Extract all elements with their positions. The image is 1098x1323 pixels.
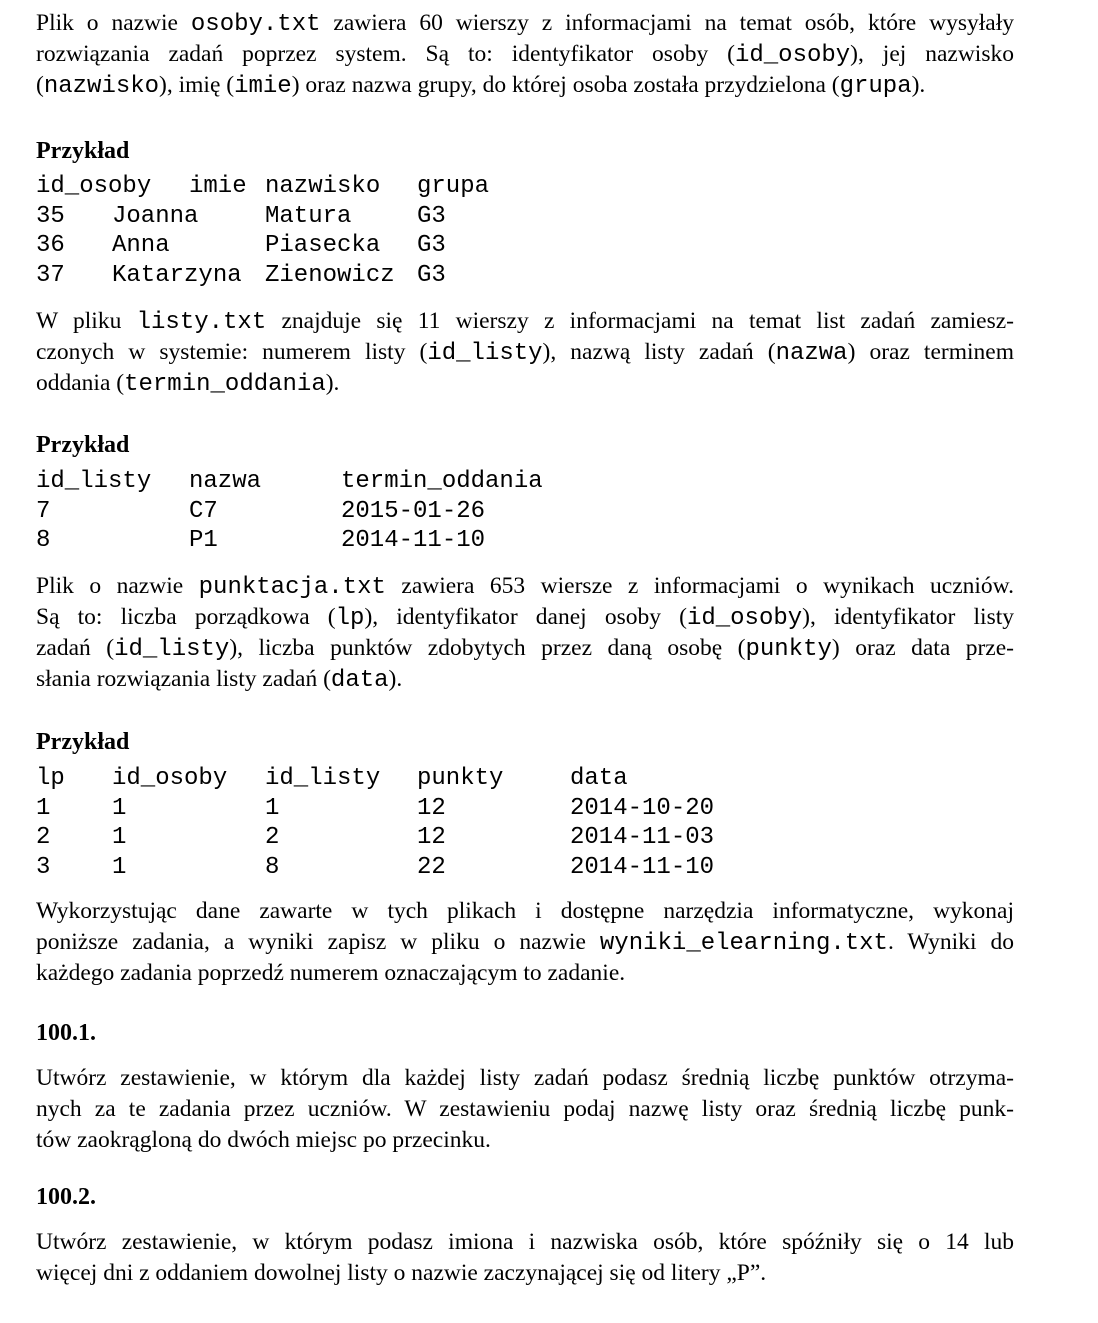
punktacja-description bbox=[36, 571, 1014, 695]
text-span: ( bbox=[36, 72, 44, 98]
field-code: termin_oddania bbox=[124, 371, 326, 398]
text-span: ), identyfikator listy bbox=[802, 604, 1014, 630]
table-cell: 37 bbox=[36, 261, 65, 289]
column-header: termin_oddania bbox=[341, 468, 543, 495]
text-line bbox=[36, 39, 1014, 70]
field-code: punkty bbox=[745, 636, 832, 663]
table-cell: 8 bbox=[265, 853, 280, 881]
text-span: W pliku bbox=[36, 308, 137, 334]
text-line: Utwórz zestawienie, w którym dla każdej listy zadań podasz średnią liczbę punktów otrzyma- bbox=[36, 1065, 1014, 1091]
text-line bbox=[36, 927, 1014, 958]
table-cell: Anna bbox=[112, 232, 170, 259]
task-description bbox=[36, 1227, 1014, 1289]
table-cell: Matura bbox=[265, 202, 352, 230]
table-cell: 2 bbox=[36, 824, 51, 851]
table-cell: 1 bbox=[265, 794, 280, 822]
example-heading: Przykład bbox=[36, 138, 130, 164]
table-cell: 1 bbox=[36, 794, 51, 822]
text-span: poniższe zadania, a wyniki zapisz w pliku o nazwie bbox=[36, 929, 600, 955]
text-span: oddania ( bbox=[36, 370, 125, 396]
table-cell: 2014-11-10 bbox=[341, 527, 486, 554]
osoby-description bbox=[36, 8, 1014, 101]
filename-code: wyniki_elearning.txt bbox=[599, 930, 888, 957]
text-span: znajduje się 11 wierszy z informacjami na temat list zadań zamiesz- bbox=[266, 308, 1014, 334]
table-cell: P1 bbox=[189, 527, 218, 554]
table-cell: 8 bbox=[36, 527, 51, 554]
table-cell: 3 bbox=[36, 853, 51, 881]
field-code: imie bbox=[234, 73, 292, 100]
field-code: data bbox=[330, 667, 389, 694]
text-span: . Wyniki do bbox=[887, 929, 1014, 955]
text-line bbox=[36, 664, 1014, 695]
table-cell: G3 bbox=[417, 202, 446, 230]
table-cell: 1 bbox=[112, 853, 127, 881]
table-cell: 2014-11-10 bbox=[570, 853, 715, 881]
text-line: Wykorzystując dane zawarte w tych plikach i dostępne narzędzia informatyczne, wykonaj bbox=[36, 898, 1014, 924]
example-heading: Przykład bbox=[36, 432, 130, 458]
filename-code: osoby.txt bbox=[190, 11, 321, 38]
field-code: lp bbox=[335, 605, 365, 632]
text-line: więcej dni z oddaniem dowolnej listy o nazwie zaczynającej się od litery „P”. bbox=[36, 1260, 767, 1286]
field-code: id_osoby bbox=[734, 42, 851, 69]
table-cell: 2014-10-20 bbox=[570, 794, 715, 822]
text-span: ), nazwą listy zadań ( bbox=[542, 339, 776, 365]
filename-code: listy.txt bbox=[136, 309, 267, 336]
column-header: grupa bbox=[417, 173, 490, 200]
text-line: nych za te zadania przez uczniów. W zestawieniu podaj nazwę listy oraz średnią liczbę punk- bbox=[36, 1096, 1014, 1122]
text-span: zadań ( bbox=[36, 635, 115, 661]
table-cell: 2015-01-26 bbox=[341, 497, 486, 525]
text-line bbox=[36, 633, 1014, 664]
text-span: słania rozwiązania listy zadań ( bbox=[36, 666, 331, 692]
table-cell: Joanna bbox=[112, 202, 199, 230]
filename-code: punktacja.txt bbox=[198, 574, 386, 601]
text-span: zawiera 60 wierszy z informacjami na temat osób, które wysyłały bbox=[320, 10, 1015, 36]
table-cell: 1 bbox=[112, 794, 127, 822]
task-number: 100.1. bbox=[36, 1020, 96, 1046]
table-cell: G3 bbox=[417, 261, 446, 289]
text-line bbox=[36, 337, 1014, 368]
table-cell: Katarzyna bbox=[112, 261, 242, 289]
table-cell: 35 bbox=[36, 202, 65, 230]
text-line bbox=[36, 306, 1014, 337]
text-span: ) oraz data prze- bbox=[831, 635, 1014, 661]
column-header: id_listy bbox=[265, 765, 381, 792]
field-code: id_listy bbox=[114, 636, 230, 663]
table-cell: Zienowicz bbox=[265, 261, 395, 289]
table-cell: 1 bbox=[112, 824, 127, 851]
text-span: ) oraz terminem bbox=[847, 339, 1014, 365]
text-span: czonych w systemie: numerem listy ( bbox=[36, 339, 428, 365]
field-code: nazwisko bbox=[43, 73, 160, 100]
table-cell: Piasecka bbox=[265, 232, 381, 259]
table-cell: 36 bbox=[36, 232, 65, 259]
table-cell: 7 bbox=[36, 497, 51, 525]
text-span: ), liczba punktów zdobytych przez daną osobę ( bbox=[229, 635, 746, 661]
column-header: id_listy bbox=[36, 468, 152, 495]
field-code: grupa bbox=[839, 73, 912, 100]
text-span: Są to: liczba porządkowa ( bbox=[36, 604, 336, 630]
text-span: ). bbox=[911, 72, 926, 98]
task-description bbox=[36, 1063, 1014, 1156]
column-header: lp bbox=[36, 765, 65, 792]
table-cell: G3 bbox=[417, 232, 446, 259]
text-span: ). bbox=[388, 666, 403, 692]
text-span: ), imię ( bbox=[159, 72, 235, 98]
text-line bbox=[36, 602, 1014, 633]
text-span: Plik o nazwie bbox=[36, 573, 199, 599]
text-line: tów zaokrągloną do dwóch miejsc po przecinku. bbox=[36, 1127, 491, 1153]
text-line bbox=[36, 368, 1014, 399]
table-cell: 2 bbox=[265, 824, 280, 851]
table-cell: C7 bbox=[189, 497, 218, 525]
text-span: ). bbox=[325, 370, 340, 396]
text-span: rozwiązania zadań poprzez system. Są to: identyfikator osoby ( bbox=[36, 41, 735, 67]
listy-description bbox=[36, 306, 1014, 399]
text-line bbox=[36, 70, 1014, 101]
instructions-paragraph bbox=[36, 896, 1014, 989]
text-line bbox=[36, 8, 1014, 39]
column-header: imie bbox=[189, 173, 247, 200]
column-header: nazwisko bbox=[265, 173, 381, 200]
column-header: punkty bbox=[417, 765, 504, 792]
column-header: id_osoby bbox=[36, 173, 152, 200]
field-code: id_listy bbox=[427, 340, 543, 367]
field-code: nazwa bbox=[775, 340, 848, 367]
text-line bbox=[36, 571, 1014, 602]
text-span: zawiera 653 wiersze z informacjami o wynikach uczniów. bbox=[385, 573, 1014, 599]
table-cell: 12 bbox=[417, 824, 446, 851]
text-span: ), identyfikator danej osoby ( bbox=[364, 604, 687, 630]
field-code: id_osoby bbox=[686, 605, 803, 632]
text-span: ) oraz nazwa grupy, do której osoba została przydzielona ( bbox=[291, 72, 840, 98]
text-line: każdego zadania poprzedź numerem oznaczającym to zadanie. bbox=[36, 960, 626, 986]
text-span: Plik o nazwie bbox=[36, 10, 191, 36]
table-cell: 22 bbox=[417, 853, 446, 881]
column-header: id_osoby bbox=[112, 765, 228, 792]
task-number: 100.2. bbox=[36, 1184, 96, 1210]
column-header: data bbox=[570, 765, 628, 792]
text-line: Utwórz zestawienie, w którym podasz imiona i nazwiska osób, które spóźniły się o 14 lub bbox=[36, 1229, 1014, 1255]
text-span: ), jej nazwisko bbox=[850, 41, 1014, 67]
table-cell: 2014-11-03 bbox=[570, 824, 715, 851]
table-cell: 12 bbox=[417, 794, 446, 822]
column-header: nazwa bbox=[189, 468, 262, 495]
example-heading: Przykład bbox=[36, 729, 130, 755]
